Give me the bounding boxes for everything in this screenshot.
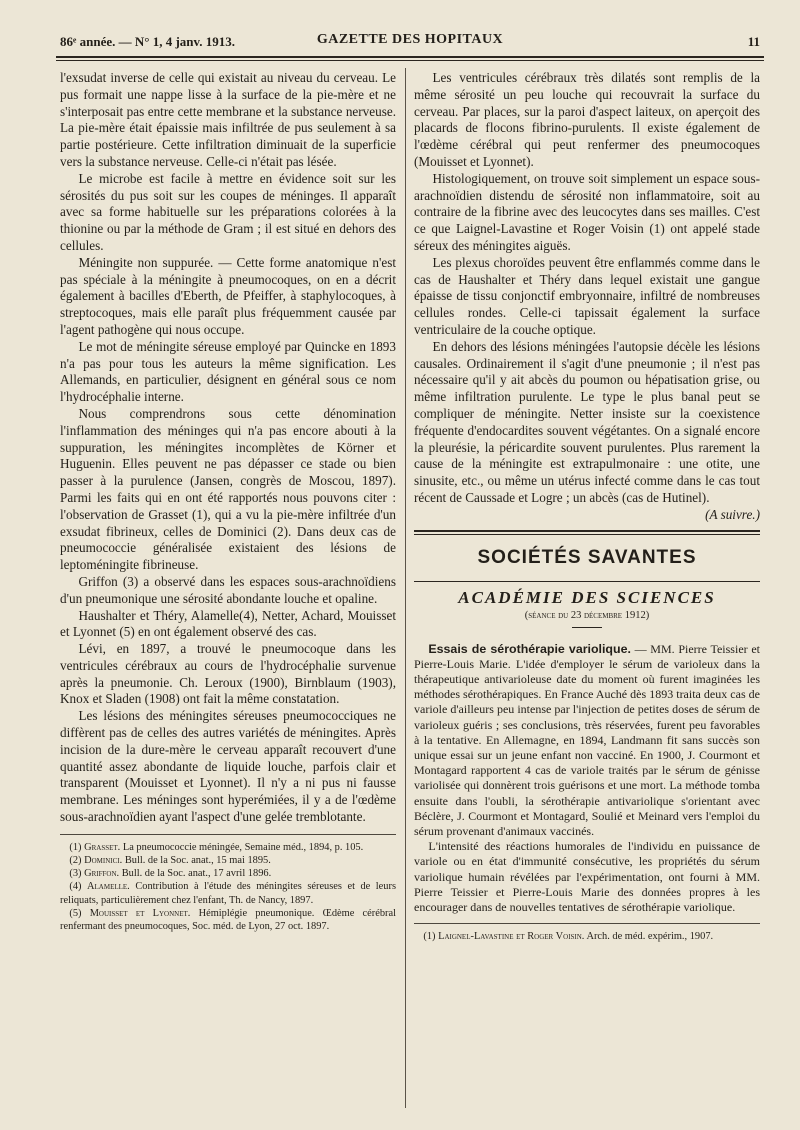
paragraph: Les plexus choroïdes peuvent être enflammés comme dans le cas de Haushalter et Théry dans lequel existait une gangue épaisse de tissu conjonctif embryonnaire, infiltré de nombreuses cellules rondes. Celle-ci tapissait également la surface ventriculaire de la couche optique. — [414, 254, 760, 337]
article-title: Essais de sérothérapie variolique. — [428, 641, 631, 656]
journal-title: GAZETTE DES HOPITAUX — [316, 32, 504, 47]
paragraph: Le microbe est facile à mettre en évidence soit sur les sérosités du pus soit sur les coupes de méninges. Il apparaît avec sa forme habituelle sur les préparations colorées à la thionine ou par la méthode de Gram ; il est situé en dehors des cellules. — [60, 170, 396, 253]
paragraph: l'exsudat inverse de celle qui existait au niveau du cerveau. Le pus formait une nappe lisse à la surface de la pie-mère et ne s'interposait pas entre cette membrane et la substance nerveuse. La pie-mère était épaissie mais infiltrée de pus seulement à sa partie postérieure. Cette infiltration diminuait de la superficie vers la substance nerveuse. Celle-ci n'était pas lésée. — [60, 70, 396, 169]
right-footnotes — [414, 930, 760, 943]
page-number: 11 — [747, 34, 760, 49]
paragraph: Griffon (3) a observé dans les espaces sous-arachnoïdiens d'un pneumonique une sérosité abondante louche et opaline. — [60, 573, 396, 606]
header-rule-thin — [56, 60, 764, 61]
paragraph: Lévi, en 1897, a trouvé le pneumocoque dans les ventricules cérébraux au cours de l'hydrocéphalie survenue après la pneumonie. Ch. Leroux (1900), Birnblaum (1903), Knox et Sladen (1908) ont fait la même constatation. — [60, 641, 396, 707]
footnote: (1) Laignel-Lavastine et Roger Voisin. Arch. de méd. expérim., 1907. — [423, 931, 714, 943]
article-first-paragraph: Essais de sérothérapie variolique. — MM. Pierre Teissier et Pierre-Louis Marie. L'idée d'employer le sérum de varioleux dans la thérapeutique antivarioleuse date du moment où furent imaginées les méthodes sérothérapiques. En France Auché dès 1893 traita deux cas de variole d'ailleurs peu intense par l'injection de petites doses de sérum de varioleux guéris ; ses conclusions, très réservées, furent peu favorables à la tentative. En Allemagne, en 1894, Landmann fit sans succès son unique essai sur un jeune enfant non vacciné. En 1900, J. Courmont et Montagard rapportent 4 cas de variole traités par le sérum de génisse variolisée qui donnèrent trois guérisons et une mort. La méthode tomba ensuite dans l'oubli, la sérothérapie antivariolique s'orientant avec Béclère, J. Courmont et Montagard, Soulié et Meinard vers l'emploi du sérum provenant d'animaux vaccinés. — [414, 641, 760, 838]
section-rule — [414, 530, 760, 532]
issue-info: 86ᵉ année. — N° 1, 4 janv. 1913. — [60, 34, 236, 49]
academy-heading: ACADÉMIE DES SCIENCES — [458, 587, 716, 607]
short-rule — [572, 627, 602, 628]
paragraph-meningite-non-suppuree: Méningite non suppurée. — Cette forme anatomique n'est pas spéciale à la méningite à pneumocoques, on en a décrit également à bacilles d'Eberth, de Pfeiffer, à staphylocoques, à streptocoques, mais elle paraît plus fréquemment causée par l'agent pathogène qui nous occupe. — [60, 254, 396, 337]
footnote: (3) Griffon. Bull. de la Soc. anat., 17 avril 1896. — [69, 868, 272, 880]
paragraph: Les ventricules cérébraux très dilatés sont remplis de la même sérosité un peu louche qui recouvrait la surface du cerveau. Par places, sur la paroi d'aspect laiteux, on aperçoit des placards de flocons fibrino-purulents. Il existe également de l'œdème cérébral qui peut renfermer des pneumocoques (Mouisset et Lyonnet). — [414, 70, 760, 169]
paragraph: En dehors des lésions méningées l'autopsie décèle les lésions causales. Ordinairement il s'agit d'une pneumonie ; il n'est pas nécessaire qu'il y ait abcès du poumon ou hépatisation grise, ou même infiltration purulente. Le type le plus banal peut se compliquer de méningite. Netter insiste sur la coexistence fréquente d'endocardites souvent végétantes. On a signalé encore la pleurésie, la péricardite souvent purulentes. Plus rarement la cause de la méningite est extrapulmonaire : une otite, une sinusite, etc., ou même un utérus infecté comme dans le cas tout récent de Caussade et Logre ; un abcès (cas de Hutinel). — [414, 338, 760, 505]
footnote: (2) Dominici. Bull. de la Soc. anat., 15 mai 1895. — [69, 855, 271, 867]
a-suivre: (A suivre.) — [705, 506, 760, 522]
footnote: (5) Mouisset et Lyonnet. Hémiplégie pneumonique. Œdème cérébral renfermant des pneumocoques, Soc. méd. de Lyon, 27 oct. 1897. — [60, 907, 396, 933]
paragraph: Histologiquement, on trouve soit simplement un espace sous-arachnoïdien distendu de sérosité non inflammatoire, soit au contraire de la fibrine avec des leucocytes dans ses mailles. C'est ce que Laignel-Lavastine et Roger Voisin (1) ont appelé stade séreux des méningites aiguës. — [414, 170, 760, 253]
paragraph: Le mot de méningite séreuse employé par Quincke en 1893 n'a pas pour tous les auteurs la même signification. Les Allemands, en particulier, désignent en général sous ce nom l'hydrocéphalie interne. — [60, 338, 396, 405]
page-header — [60, 30, 760, 52]
footnote-rule — [60, 834, 396, 835]
footnote: (4) Alamelle. Contribution à l'étude des méningites séreuses et de leurs reliquats, particulièrement chez l'enfant, Th. de Nancy, 1897. — [60, 881, 396, 906]
left-column — [60, 70, 396, 933]
section-rule-thin — [414, 534, 760, 535]
header-rule — [56, 56, 764, 58]
left-body — [60, 70, 396, 826]
right-column — [414, 70, 760, 943]
section-title-rule — [414, 581, 760, 582]
section-title: SOCIÉTÉS SAVANTES — [477, 546, 697, 568]
paragraph: Les lésions des méningites séreuses pneumococciques ne diffèrent pas de celles des autres variétés de méningites. Après incision de la dure-mère le cerveau apparaît recouvert d'une quantité assez abondante de liquide louche, parfois clair et transparent (Mouisset et Lyonnet). Il n'y a ni pus ni fausse membrane. Les méninges sont hyperémiées, il y a de l'œdème sous-arachnoïdien ayant l'aspect d'une gelée tremblotante. — [60, 708, 396, 825]
seance-date: (séance du 23 décembre 1912) — [524, 609, 650, 621]
paragraph: Haushalter et Théry, Alamelle(4), Netter, Achard, Mouisset et Lyonnet (5) en ont également observé des cas. — [60, 607, 396, 640]
column-separator — [405, 68, 406, 1108]
right-body — [414, 70, 760, 524]
article-body — [414, 642, 760, 916]
footnote: (1) Grasset. La pneumococcie méningée, Semaine méd., 1894, p. 105. — [69, 841, 364, 853]
footnote-rule — [414, 923, 760, 924]
paragraph: L'intensité des réactions humorales de l'individu en puissance de variole ou en état d'immunité consécutive, les propriétés du sérum variolique humain révélées par l'expérimentation, ont fourni à MM. Pierre Teissier et Pierre-Louis Marie des données propres à les encourager dans de nouvelles tentatives de sérothérapie variolique. — [414, 839, 760, 914]
paragraph: Nous comprendrons sous cette dénomination l'inflammation des méninges qui n'a pas encore abouti à la suppuration, les méningites incomplètes de Körner et Huguenin. Elles peuvent ne pas dépasser ce stade ou bien passer à la purulence (Jansen, congrès de Moscou, 1897). Parmi les faits qui en ont été rapportés nous pouvons citer : l'observation de Grasset (1), qui a vu la pie-mère infiltrée d'un exsudat fibrineux, celles de Dominici (2). Dans deux cas de pneumococcie généralisée existaient des lésions de leptoméningite fibrineuse. — [60, 405, 396, 573]
left-footnotes — [60, 841, 396, 933]
